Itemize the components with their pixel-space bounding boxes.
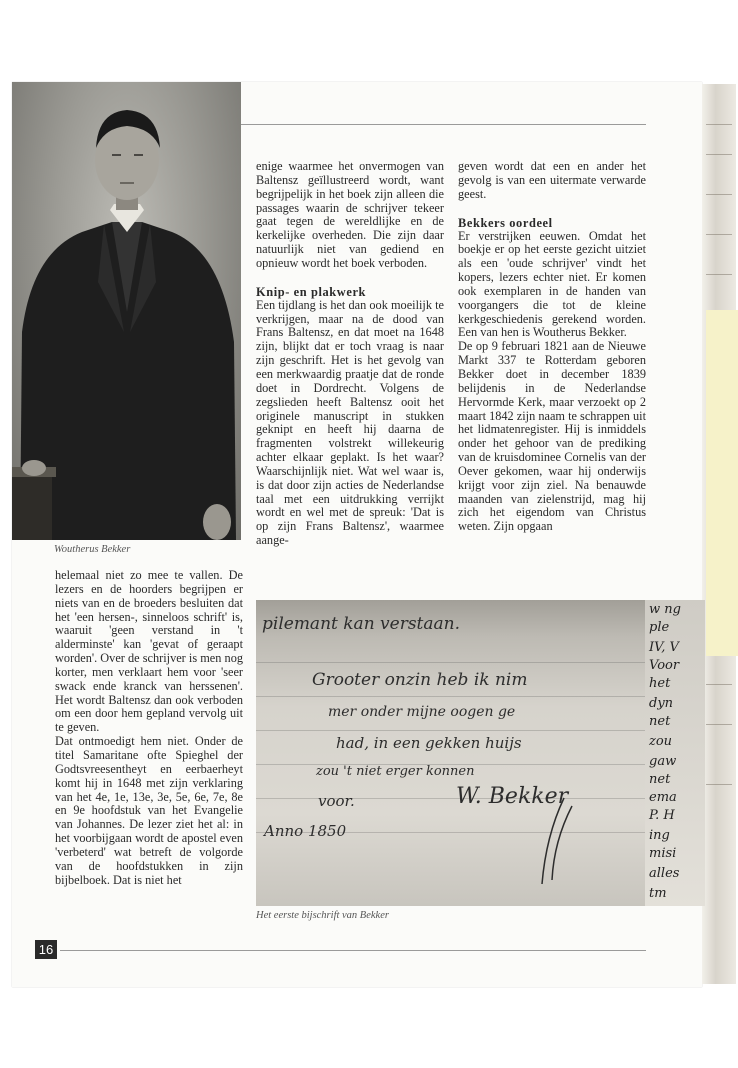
manuscript-line-1: pilemant kan verstaan.: [262, 614, 461, 634]
margin-fragment: het: [649, 676, 671, 691]
portrait-photo: [12, 82, 241, 540]
margin-fragment: ple: [649, 620, 670, 635]
manuscript-signature: W. Bekker: [456, 784, 569, 809]
heading-knip-en-plakwerk: Knip- en plakwerk: [256, 284, 367, 299]
manuscript-line-4: had, in een gekken huijs: [336, 734, 522, 752]
manuscript-caption: Het eerste bijschrift van Bekker: [256, 910, 389, 921]
margin-fragment: net: [649, 772, 671, 787]
margin-fragment: zou: [649, 734, 673, 749]
margin-fragment: alles: [649, 866, 680, 881]
manuscript-photo: [256, 600, 645, 906]
margin-fragment: P. H: [649, 808, 675, 823]
page-number: 16: [35, 940, 57, 959]
margin-fragment: tm: [649, 886, 667, 901]
margin-fragment: misi: [649, 846, 677, 861]
photo-caption: Woutherus Bekker: [54, 544, 131, 555]
left-paragraph-2: Dat ontmoedigt hem niet. Onder de titel Samaritane ofte Spieghel der Godtsvreesentheyt en eerbaerheyt komt hij in 1648 met zijn verklaring van het 4e, 1e, 13e, 3e, 5e, 6e, 7e, 8e en 9e hoofdstuk van het Evangelie van Johannes. De lezer ziet het al: in het voorbijgaan wordt de apostel even 'verbeterd' wat betreft de volgorde van de hoofdstukken in zijn bijbelboek. Dat is niet het: [55, 734, 243, 887]
margin-fragment: Voor: [649, 658, 680, 673]
right-paragraph-1: Er verstrijken eeuwen. Omdat het boekje er op het eerste gezicht uitziet als een 'oude schrijver' vindt het kopers, lezers echter niet. Er komen ook exemplaren in de handen van voorgangers die tot de kleine kerkgeschiedenis gerekend worden. Een van hen is Woutherus Bekker.: [458, 228, 646, 340]
middle-intro: enige waarmee het onvermogen van Baltensz geïllustreerd wordt, want begrijpelijk in het boek zijn alleen die passages waarin de schrijver tekeer gaat tegen de wereldlijke en de kerkelijke overheden. Die zijn daar natuurlijk niet van gediend en opnieuw wordt het boek verboden.: [256, 159, 444, 270]
left-column: [55, 569, 243, 887]
footer-rule: [60, 950, 646, 951]
left-paragraph-1: helemaal niet zo mee te vallen. De lezers en de hoorders begrijpen er niets van en de broeders besluiten dat het 'een hersen-, sinneloos schrift' is, waaruit 'geen verstand in 't alderminste' kan 'gevat of geraapt worden'. Over de schrijver is men nog korter, men verklaart hem voor 'seer swack ende kranck van herssenen'. Het wordt Baltensz dan ook verboden om een door hem gepland vervolg uit te geven.: [55, 568, 243, 735]
right-column: [458, 160, 646, 534]
manuscript-line-5: zou 't niet erger konnen: [316, 764, 475, 779]
margin-fragment: net: [649, 714, 671, 729]
right-paragraph-2: De op 9 februari 1821 aan de Nieuwe Markt 337 te Rotterdam geboren Bekker doet in december 1839 belijdenis in de Nederlandse Hervormde Kerk, maar verzoekt op 2 maart 1842 zijn naam te schrappen uit het lidmatenregister. Hij is inmiddels onder het gehoor van de prediking van de kruisdominee Cornelis van der Oever gekomen, waar hij onderwijs krijgt voor zijn ziel. Na benauwde maanden van zielenstrijd, mag hij zich het eigendom van Christus weten. Zijn opgaan: [458, 339, 646, 534]
manuscript-line-3: mer onder mijne oogen ge: [328, 704, 516, 720]
sticky-note-tab: [706, 310, 738, 656]
middle-column: [256, 160, 444, 548]
margin-fragment: gaw: [649, 754, 677, 769]
margin-fragment: dyn: [649, 696, 674, 711]
heading-bekkers-oordeel: Bekkers oordeel: [458, 215, 553, 230]
manuscript-date: Anno 1850: [264, 822, 347, 840]
top-rule: [241, 124, 646, 125]
margin-fragment: w ng: [649, 602, 681, 617]
right-intro: geven wordt dat een en ander het gevolg is van een uitermate verwarde geest.: [458, 159, 646, 201]
margin-fragment: ema: [649, 790, 677, 805]
margin-fragment: ing: [649, 828, 670, 843]
manuscript-line-2: Grooter onzin heb ik nim: [312, 670, 528, 690]
middle-body: Een tijdlang is het dan ook moeilijk te verkrijgen, maar na de dood van Frans Baltensz, en dat moet na 1648 zijn, blijkt dat er toch vraag is naar zijn geschrift. Het is het gevolg van een merkwaardig praatje dat de ronde doet in Dordrecht. Volgens de zegslieden heeft Baltensz ooit het originele manuscript in stukken geknipt en heeft hij daarna de fragmenten volstrekt willekeurig achter elkaar geplakt. Is het waar? Waarschijnlijk niet. Wat wel waar is, is dat door zijn acties de Nederlandse taal met een uitdrukking verrijkt wordt en wel met de spreuk: 'Dat is op zijn Frans Baltensz', waarmee aange-: [256, 297, 444, 548]
margin-fragment: IV, V: [649, 640, 679, 655]
manuscript-line-6: voor.: [318, 792, 355, 810]
manuscript-margin-strip: [645, 600, 705, 906]
